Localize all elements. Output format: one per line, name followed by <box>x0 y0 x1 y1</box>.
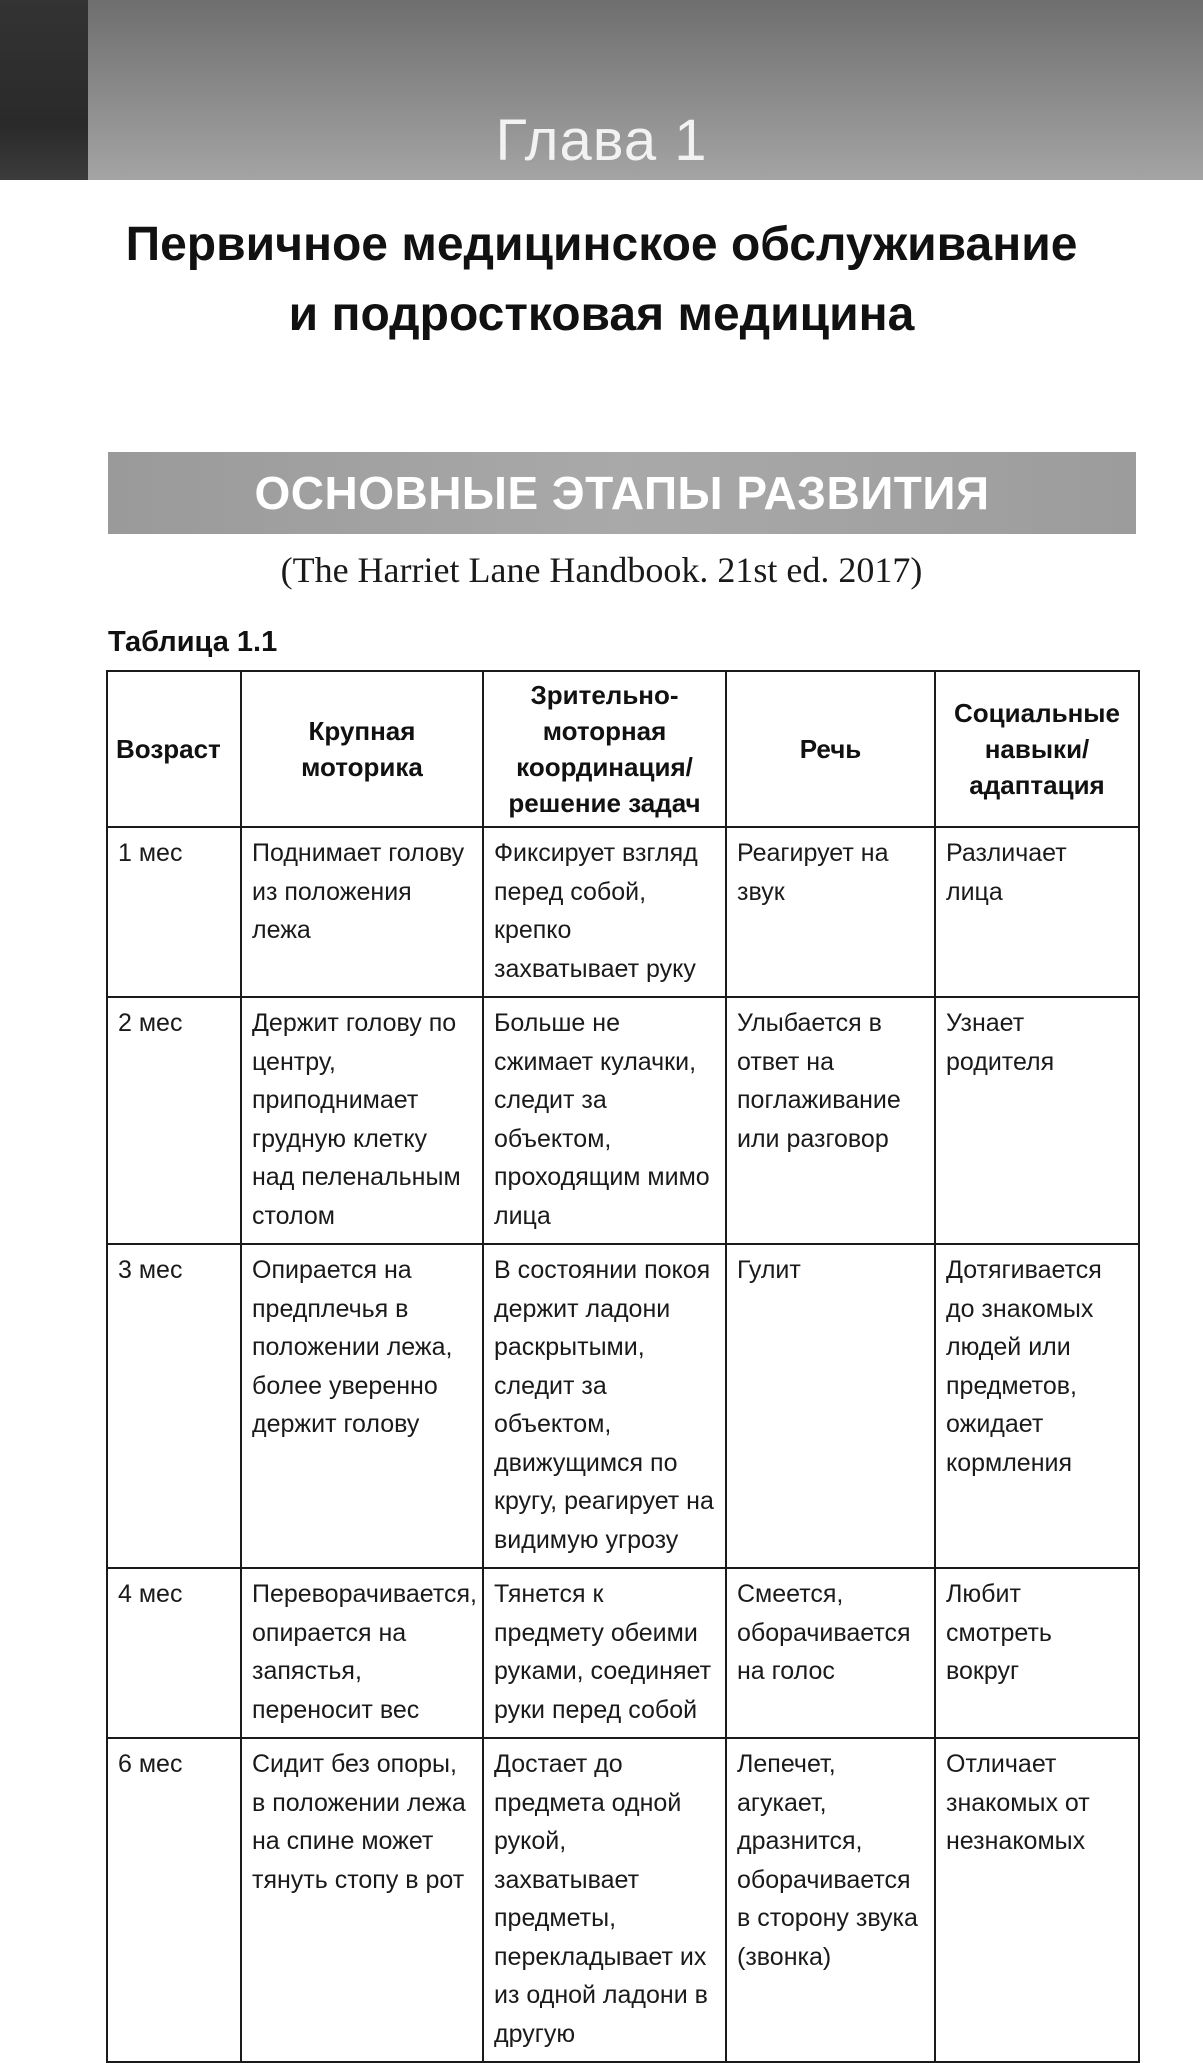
cell-age: 1 мес <box>107 827 241 997</box>
cell-visual-motor: В состоянии покоя держит ладони раскрытыми, следит за объектом, движущимся по кругу, реагирует на видимую угрозу <box>483 1244 726 1568</box>
cell-speech: Реагирует на звук <box>726 827 935 997</box>
cell-visual-motor: Достает до предмета одной рукой, захватывает предметы, перекладывает их из одной ладони в другую <box>483 1738 726 2062</box>
table-row <box>107 1738 1139 2062</box>
cell-social: Узнает родителя <box>935 997 1139 1244</box>
header-gross-motor: Крупная моторика <box>241 671 483 827</box>
cell-age: 6 мес <box>107 1738 241 2062</box>
header-social: Социальные навыки/ адаптация <box>935 671 1139 827</box>
cell-gross-motor: Держит голову по центру, приподнимает грудную клетку над пеленальным столом <box>241 997 483 1244</box>
cell-social: Отличает знакомых от незнакомых <box>935 1738 1139 2062</box>
cell-speech: Улыбается в ответ на поглаживание или разговор <box>726 997 935 1244</box>
chapter-label: Глава 1 <box>495 108 708 173</box>
chapter-title <box>60 210 1143 350</box>
table-row <box>107 1568 1139 1738</box>
cell-social: Различает лица <box>935 827 1139 997</box>
cell-speech: Смеется, оборачивается на голос <box>726 1568 935 1738</box>
cell-social: Дотягивается до знакомых людей или предметов, ожидает кормления <box>935 1244 1139 1568</box>
table-caption: Таблица 1.1 <box>108 626 278 658</box>
cell-gross-motor: Сидит без опоры, в положении лежа на спине может тянуть стопу в рот <box>241 1738 483 2062</box>
table-row <box>107 1244 1139 1568</box>
cell-visual-motor: Фиксирует взгляд перед собой, крепко захватывает руку <box>483 827 726 997</box>
cell-speech: Гулит <box>726 1244 935 1568</box>
table-row <box>107 997 1139 1244</box>
header-age: Возраст <box>107 671 241 827</box>
cell-speech: Лепечет, агукает, дразнится, оборачивается в сторону звука (звонка) <box>726 1738 935 2062</box>
table-row <box>107 827 1139 997</box>
header-visual-motor: Зрительно-моторная координация/ решение задач <box>483 671 726 827</box>
table-header-row <box>107 671 1139 827</box>
source-citation: (The Harriet Lane Handbook. 21st ed. 2017) <box>280 550 923 590</box>
header-speech: Речь <box>726 671 935 827</box>
development-milestones-table <box>106 670 1140 2063</box>
section-title: ОСНОВНЫЕ ЭТАПЫ РАЗВИТИЯ <box>254 467 990 519</box>
cell-gross-motor: Поднимает голову из положения лежа <box>241 827 483 997</box>
cell-visual-motor: Больше не сжимает кулачки, следит за объектом, проходящим мимо лица <box>483 997 726 1244</box>
cell-age: 4 мес <box>107 1568 241 1738</box>
cell-social: Любит смотреть вокруг <box>935 1568 1139 1738</box>
chapter-title-line-2: и подростковая медицина <box>288 288 915 341</box>
cell-gross-motor: Опирается на предплечья в положении лежа, более уверенно держит голову <box>241 1244 483 1568</box>
cell-age: 3 мес <box>107 1244 241 1568</box>
cell-age: 2 мес <box>107 997 241 1244</box>
cell-visual-motor: Тянется к предмету обеими руками, соединяет руки перед собой <box>483 1568 726 1738</box>
chapter-title-line-1: Первичное медицинское обслуживание <box>125 218 1078 271</box>
cell-gross-motor: Переворачивается, опирается на запястья, переносит вес <box>241 1568 483 1738</box>
